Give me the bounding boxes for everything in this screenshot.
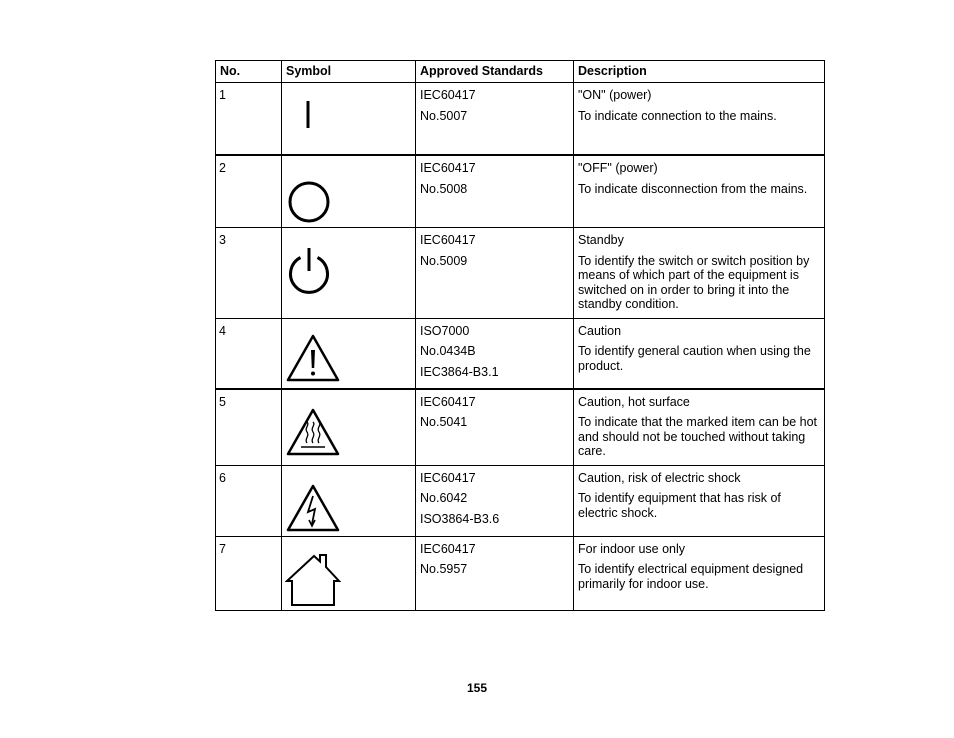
standard-code-secondary: ISO3864-B3.6 [420,511,500,526]
standard-number: No.5008 [420,181,468,196]
standards-cell [416,318,574,389]
description-text: To identify the switch or switch position by means of which part of the equipment is switched on in order to bring it into the standby condition. [578,253,810,311]
standard-code: IEC60417 [420,233,476,247]
symbol-cell [282,465,416,536]
standard-code: IEC60417 [420,88,476,102]
description-text: To indicate connection to the mains. [578,108,777,123]
table-row [216,155,825,228]
standard-number: No.5007 [420,108,468,123]
row-number: 1 [216,83,282,156]
table-row [216,83,825,156]
description-cell [574,318,825,389]
description-cell [574,389,825,466]
standard-number: No.6042 [420,491,468,505]
row-number: 7 [216,536,282,610]
standby-icon [285,228,345,314]
row-number: 6 [216,465,282,536]
description-cell [574,83,825,156]
description-title: Caution [578,323,622,338]
table-row [216,228,825,319]
table-row [216,318,825,389]
description-text: To indicate disconnection from the mains. [578,181,808,196]
symbol-cell [282,536,416,610]
standard-code: IEC60417 [420,161,476,175]
standards-cell [416,155,574,228]
standards-cell [416,536,574,610]
header-standards: Approved Standards [416,61,574,83]
standard-code: IEC60417 [420,394,476,409]
description-cell [574,536,825,610]
standard-number: No.5041 [420,415,468,429]
electric-shock-icon [285,466,345,536]
description-cell [574,465,825,536]
standard-code: IEC60417 [420,541,476,556]
description-title: Caution, hot surface [578,394,690,409]
header-no: No. [216,61,282,83]
row-number: 5 [216,389,282,466]
description-text: To identify general caution when using the product. [578,344,811,373]
standards-cell [416,228,574,319]
header-symbol: Symbol [282,61,416,83]
standard-code-secondary: IEC3864-B3.1 [420,364,499,379]
description-text: To identify equipment that has risk of electric shock. [578,491,781,520]
standards-cell [416,83,574,156]
description-cell [574,228,825,319]
standard-code: ISO7000 [420,323,470,338]
description-text: To identify electrical equipment designed primarily for indoor use. [578,562,804,591]
standard-number: No.5009 [420,253,468,268]
table-row [216,536,825,610]
symbol-cell [282,83,416,156]
power-off-icon [285,156,345,227]
description-title: Caution, risk of electric shock [578,470,741,485]
symbol-cell [282,389,416,466]
standard-number: No.5957 [420,562,468,576]
header-row [216,61,825,83]
power-on-icon [285,83,345,154]
indoor-use-icon [285,537,345,610]
row-number: 4 [216,318,282,389]
table-row [216,389,825,466]
description-title: Standby [578,233,624,247]
standards-cell [416,465,574,536]
row-number: 2 [216,155,282,228]
symbols-table [215,60,825,611]
standard-number: No.0434B [420,344,476,358]
hot-surface-icon [285,390,345,461]
table-row [216,465,825,536]
caution-icon [285,319,345,388]
symbol-cell [282,228,416,319]
standards-cell [416,389,574,466]
symbol-cell [282,155,416,228]
row-number: 3 [216,228,282,319]
description-title: "ON" (power) [578,88,652,102]
page-number: 155 [466,681,488,695]
description-title: "OFF" (power) [578,161,658,175]
description-text: To indicate that the marked item can be hot and should not be touched without taking care. [578,415,818,458]
standard-code: IEC60417 [420,470,476,485]
header-description: Description [574,61,825,83]
description-cell [574,155,825,228]
symbol-cell [282,318,416,389]
description-title: For indoor use only [578,541,686,556]
